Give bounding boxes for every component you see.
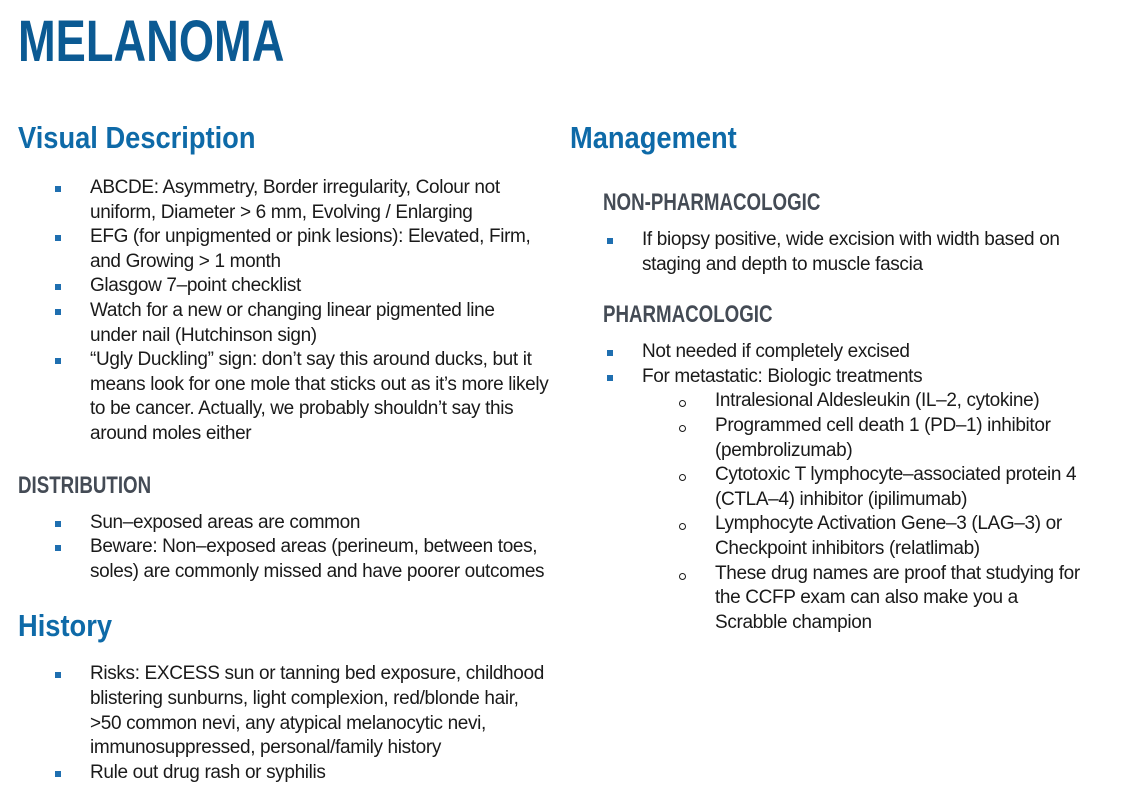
sub-list-item-text: Lymphocyte Activation Gene–3 (LAG–3) or Checkpoint inhibitors (relatlimab) xyxy=(715,513,1062,559)
square-bullet-icon xyxy=(55,545,61,551)
list-item-text: If biopsy positive, wide excision with width based on staging and depth to muscle fascia xyxy=(642,229,1060,275)
list-item-text: Sun–exposed areas are common xyxy=(90,511,361,533)
list-item xyxy=(18,299,530,348)
management-heading: Management xyxy=(570,120,737,155)
list-item xyxy=(18,662,545,760)
biologic-treatments-list xyxy=(642,389,1082,635)
sub-list-item xyxy=(715,463,1083,512)
left-column xyxy=(18,118,558,785)
list-item-text: For metastatic: Biologic treatments xyxy=(642,365,923,387)
sub-list-item-text: Intralesional Aldesleukin (IL–2, cytokine) xyxy=(715,390,1040,412)
list-item-text: Glasgow 7–point checklist xyxy=(90,275,301,297)
right-column xyxy=(570,118,1110,635)
square-bullet-icon xyxy=(55,771,61,777)
sub-list-item xyxy=(715,414,1083,463)
square-bullet-icon xyxy=(607,350,613,356)
list-item xyxy=(18,511,552,536)
history-list xyxy=(18,662,558,785)
circle-bullet-icon xyxy=(679,523,686,530)
list-item xyxy=(570,340,1082,365)
list-item xyxy=(18,535,552,584)
square-bullet-icon xyxy=(55,309,61,315)
page-title: MELANOMA xyxy=(18,9,285,74)
list-item-text: EFG (for unpigmented or pink lesions): Elevated, Firm, and Growing > 1 month xyxy=(90,226,531,272)
list-item-text: Not needed if completely excised xyxy=(642,341,910,363)
list-item-text: Risks: EXCESS sun or tanning bed exposure, childhood blistering sunburns, light complexion, red/blonde hair, >50 common nevi, any atypical melanocytic nevi, immunosuppressed, personal/family history xyxy=(90,663,544,759)
list-item xyxy=(18,761,545,786)
list-item xyxy=(570,228,1082,277)
list-item xyxy=(18,274,552,299)
distribution-list xyxy=(18,511,558,585)
list-item xyxy=(18,225,552,274)
list-item-text: Watch for a new or changing linear pigmented line under nail (Hutchinson sign) xyxy=(90,299,495,346)
list-item xyxy=(570,365,1082,636)
non-pharmacologic-heading: NON-PHARMACOLOGIC xyxy=(603,189,821,216)
square-bullet-icon xyxy=(55,521,61,527)
non-pharmacologic-list xyxy=(570,228,1110,277)
circle-bullet-icon xyxy=(679,474,686,481)
square-bullet-icon xyxy=(607,238,613,244)
sub-list-item-text: Cytotoxic T lymphocyte–associated protein 4 (CTLA–4) inhibitor (ipilimumab) xyxy=(715,464,1077,510)
square-bullet-icon xyxy=(55,284,61,290)
circle-bullet-icon xyxy=(679,573,686,580)
history-heading: History xyxy=(18,608,112,644)
visual-description-list xyxy=(18,176,558,447)
pharmacologic-heading: PHARMACOLOGIC xyxy=(603,301,773,329)
sub-list-item-text: These drug names are proof that studying for the CCFP exam can also make you a Scrabble champion xyxy=(715,562,1080,633)
square-bullet-icon xyxy=(55,235,61,241)
circle-bullet-icon xyxy=(679,400,686,407)
list-item-text: Beware: Non–exposed areas (perineum, between toes, soles) are commonly missed and have poorer outcomes xyxy=(90,536,545,582)
distribution-heading: DISTRIBUTION xyxy=(18,471,152,499)
square-bullet-icon xyxy=(55,672,61,678)
list-item-text: Rule out drug rash or syphilis xyxy=(90,761,326,783)
list-item xyxy=(18,176,552,225)
list-item-text: “Ugly Duckling” sign: don’t say this around ducks, but it means look for one mole that sticks out as it’s more likely to be cancer. Actually, we probably shouldn’t say this around moles either xyxy=(90,349,549,444)
sub-list-item xyxy=(715,562,1083,636)
sub-list-item xyxy=(715,512,1083,561)
square-bullet-icon xyxy=(607,375,613,381)
list-item-text: ABCDE: Asymmetry, Border irregularity, Colour not uniform, Diameter > 6 mm, Evolving / Enlarging xyxy=(90,177,500,223)
sub-list-item xyxy=(715,389,1083,414)
square-bullet-icon xyxy=(55,186,61,192)
visual-description-heading: Visual Description xyxy=(18,120,256,155)
pharmacologic-list xyxy=(570,340,1110,635)
circle-bullet-icon xyxy=(679,425,686,432)
list-item xyxy=(18,348,552,446)
square-bullet-icon xyxy=(55,358,61,364)
sub-list-item-text: Programmed cell death 1 (PD–1) inhibitor (pembrolizumab) xyxy=(715,414,1051,461)
